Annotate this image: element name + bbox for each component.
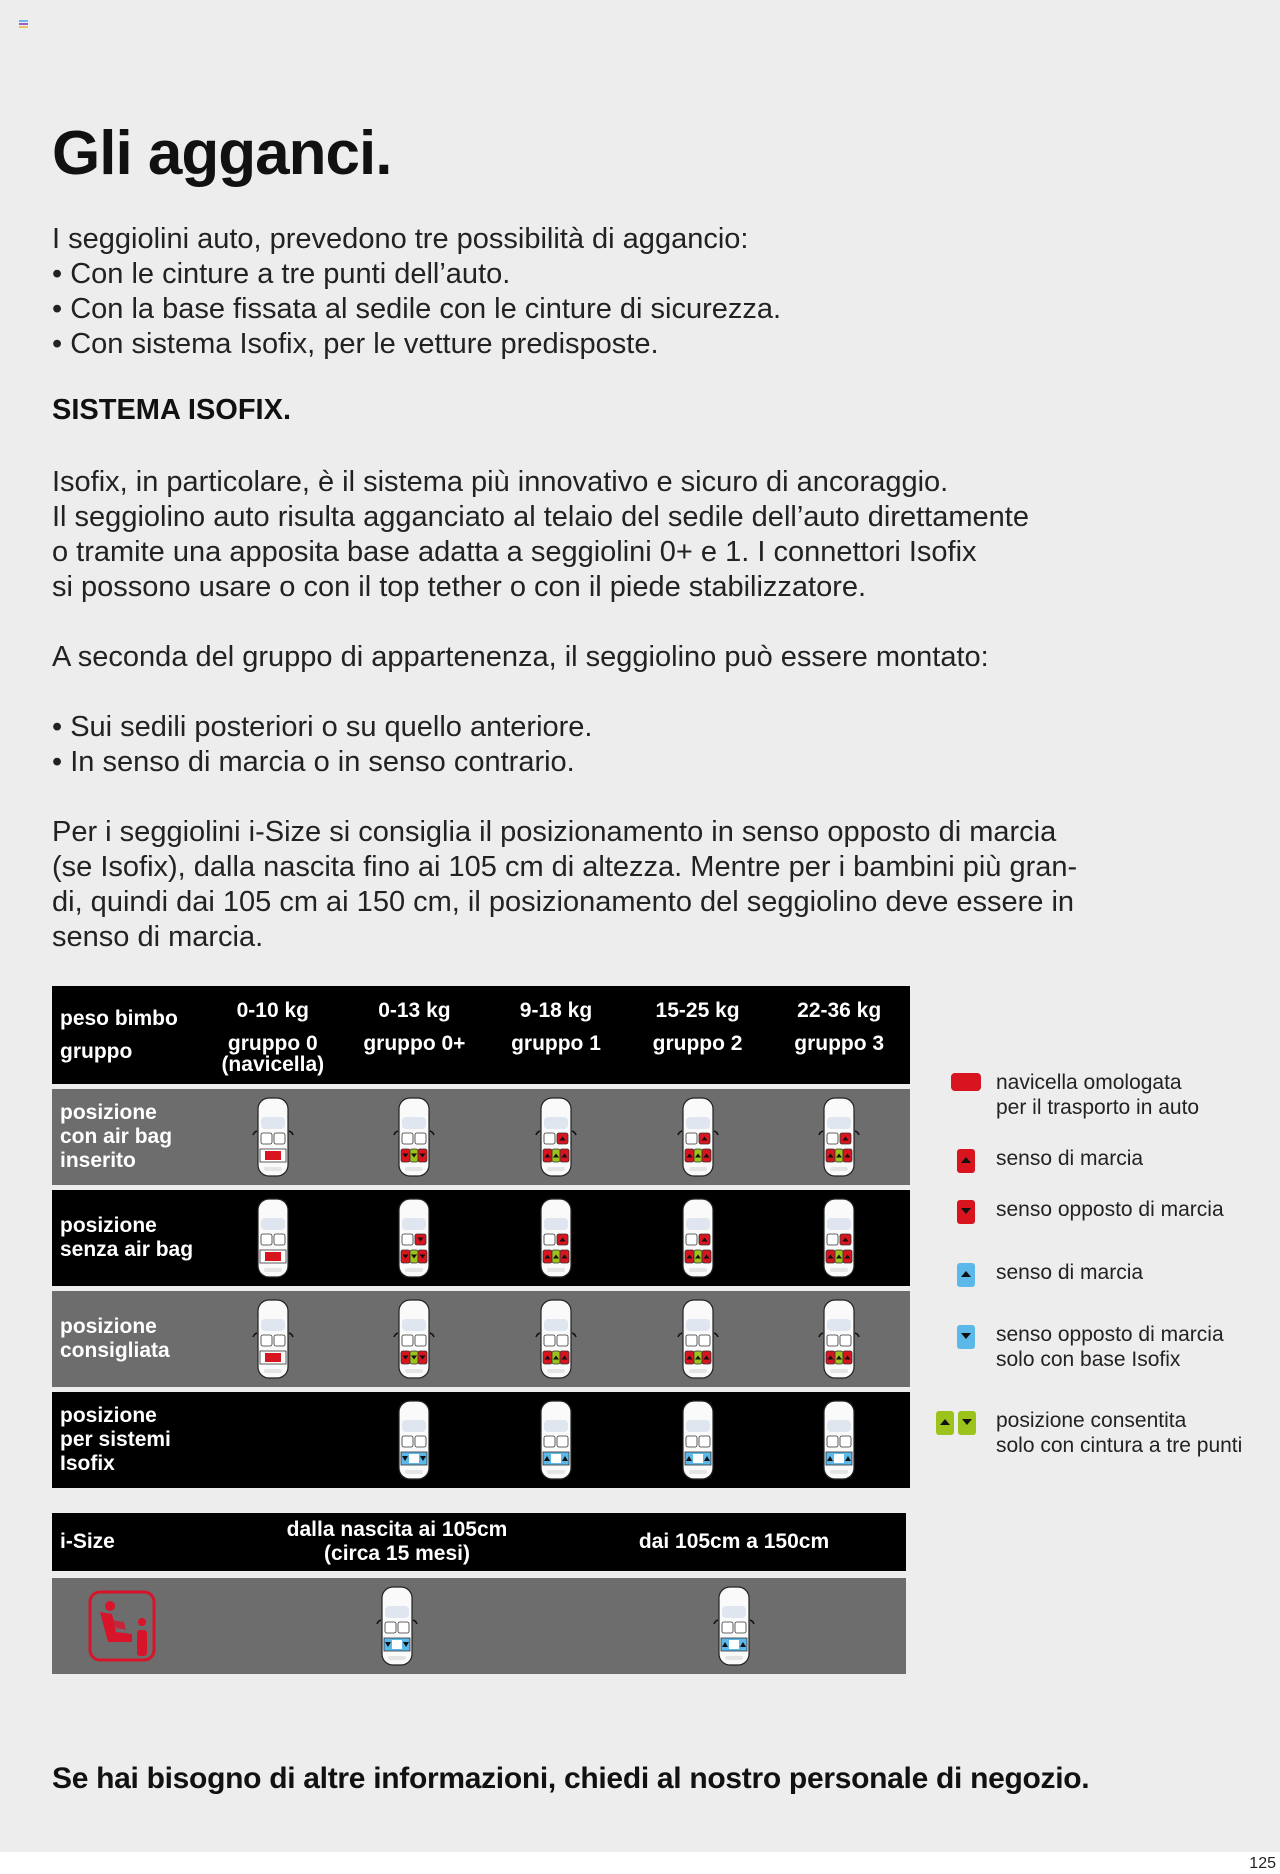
legend-text: senso di marcia bbox=[996, 1261, 1144, 1284]
row-label bbox=[52, 1214, 202, 1262]
legend-item-green bbox=[936, 1408, 1242, 1458]
footer-cta: Se hai bisogno di altre informazioni, chiedi al nostro personale di negozio. bbox=[52, 1762, 1090, 1795]
legend-item-blue-rearward bbox=[936, 1322, 1224, 1372]
car-seat-cell bbox=[344, 1392, 486, 1488]
header-col-group-1 bbox=[485, 994, 627, 1076]
isize-cell-birth bbox=[232, 1584, 562, 1668]
blue-down-arrow-icon bbox=[957, 1325, 975, 1349]
isize-paragraph bbox=[52, 815, 1077, 955]
car-seat-cell bbox=[202, 1291, 344, 1387]
car-seat-cell bbox=[768, 1291, 910, 1387]
car-seat-diagram-icon bbox=[535, 1398, 577, 1482]
car-seat-diagram-icon bbox=[393, 1398, 435, 1482]
car-seat-diagram-icon bbox=[535, 1095, 577, 1179]
legend-text: per il trasporto in auto bbox=[996, 1096, 1200, 1119]
car-seat-diagram-icon bbox=[376, 1584, 418, 1668]
page-number: 125 bbox=[1249, 1855, 1276, 1872]
isize-body-row bbox=[52, 1578, 906, 1674]
legend-text: senso opposto di marcia bbox=[996, 1323, 1224, 1346]
car-seat-diagram-icon bbox=[818, 1297, 860, 1381]
legend-text: senso opposto di marcia bbox=[996, 1198, 1224, 1221]
car-seat-diagram-icon bbox=[535, 1196, 577, 1280]
isize-line: senso di marcia. bbox=[52, 921, 264, 953]
table-row-recommended bbox=[52, 1291, 910, 1387]
row-label-line: senza air bag bbox=[60, 1238, 194, 1261]
mount-bullet: • Sui sedili posteriori o su quello anteriore. bbox=[52, 711, 593, 743]
car-seat-cell bbox=[344, 1291, 486, 1387]
isofix-line: Il seggiolino auto risulta agganciato al telaio del sedile dell’auto direttamente bbox=[52, 501, 1029, 533]
isize-line: (se Isofix), dalla nascita fino ai 105 cm di altezza. Mentre per i bambini più gran- bbox=[52, 851, 1078, 883]
intro-line: I seggiolini auto, prevedono tre possibilità di aggancio: bbox=[52, 223, 749, 255]
empty-cell bbox=[202, 1392, 344, 1488]
car-seat-diagram-icon bbox=[677, 1398, 719, 1482]
car-seat-cell bbox=[344, 1089, 486, 1185]
red-down-arrow-icon bbox=[957, 1200, 975, 1224]
car-seat-cell bbox=[627, 1291, 769, 1387]
isize-line: di, quindi dai 105 cm ai 150 cm, il posizionamento del seggiolino deve essere in bbox=[52, 886, 1075, 918]
header-weight-label: peso bimbo bbox=[60, 1007, 178, 1030]
legend-item-blue-forward bbox=[936, 1260, 1143, 1287]
col-group: gruppo 1 bbox=[511, 1032, 601, 1055]
header-col-group-3 bbox=[768, 994, 910, 1076]
table-row-airbag-off bbox=[52, 1190, 910, 1286]
isize-seat-icon bbox=[52, 1590, 232, 1662]
legend-item-navicella bbox=[936, 1070, 1199, 1120]
car-seat-diagram-icon bbox=[818, 1196, 860, 1280]
isize-header-row bbox=[52, 1513, 906, 1571]
car-seat-diagram-icon bbox=[252, 1095, 294, 1179]
car-seat-cell bbox=[202, 1190, 344, 1286]
legend-text: solo con cintura a tre punti bbox=[996, 1434, 1243, 1457]
row-label-line: consigliata bbox=[60, 1339, 170, 1362]
row-label-line: posizione bbox=[60, 1404, 157, 1427]
table-row-airbag-on bbox=[52, 1089, 910, 1185]
intro-paragraph bbox=[52, 222, 781, 362]
car-seat-cell bbox=[627, 1190, 769, 1286]
intro-bullet: • Con sistema Isofix, per le vetture predisposte. bbox=[52, 328, 659, 360]
red-up-arrow-icon bbox=[957, 1149, 975, 1173]
car-seat-cell bbox=[485, 1392, 627, 1488]
col-weight: 22-36 kg bbox=[797, 999, 882, 1022]
isize-table bbox=[52, 1513, 906, 1674]
col-weight: 0-10 kg bbox=[236, 999, 309, 1022]
green-up-arrow-icon bbox=[936, 1411, 954, 1435]
isize-col-line: (circa 15 mesi) bbox=[324, 1542, 470, 1565]
legend-text: solo con base Isofix bbox=[996, 1348, 1181, 1371]
mount-bullet: • In senso di marcia o in senso contrario. bbox=[52, 746, 575, 778]
car-seat-cell bbox=[485, 1190, 627, 1286]
car-seat-diagram-icon bbox=[393, 1196, 435, 1280]
car-seat-diagram-icon bbox=[393, 1297, 435, 1381]
car-seat-diagram-icon bbox=[677, 1095, 719, 1179]
header-labels bbox=[52, 1002, 202, 1068]
table-header-row bbox=[52, 986, 910, 1084]
isofix-paragraph bbox=[52, 465, 1029, 605]
header-col-group-0plus bbox=[344, 994, 486, 1076]
col-group: gruppo 0 bbox=[227, 1032, 318, 1055]
isize-label: i-Size bbox=[60, 1530, 115, 1553]
car-seat-cell bbox=[768, 1392, 910, 1488]
row-label bbox=[52, 1315, 202, 1363]
car-seat-cell bbox=[202, 1089, 344, 1185]
car-seat-cell bbox=[627, 1392, 769, 1488]
legend-text: senso di marcia bbox=[996, 1147, 1144, 1170]
car-seat-diagram-icon bbox=[677, 1297, 719, 1381]
car-seat-cell bbox=[768, 1190, 910, 1286]
table-row-isofix bbox=[52, 1392, 910, 1488]
car-seat-table bbox=[52, 986, 910, 1488]
col-group: gruppo 0+ bbox=[363, 1032, 466, 1055]
row-label-line: posizione bbox=[60, 1101, 157, 1124]
blue-up-arrow-icon bbox=[957, 1263, 975, 1287]
legend-text: posizione consentita bbox=[996, 1409, 1187, 1432]
intro-bullet: • Con le cinture a tre punti dell’auto. bbox=[52, 258, 511, 290]
row-label bbox=[52, 1404, 202, 1476]
car-seat-diagram-icon bbox=[393, 1095, 435, 1179]
car-seat-cell bbox=[627, 1089, 769, 1185]
intro-bullet: • Con la base fissata al sedile con le cinture di sicurezza. bbox=[52, 293, 782, 325]
isize-col-older: dai 105cm a 150cm bbox=[638, 1530, 830, 1553]
isize-cell-older bbox=[562, 1584, 906, 1668]
row-label-line: Isofix bbox=[60, 1452, 115, 1475]
isofix-line: o tramite una apposita base adatta a seggiolini 0+ e 1. I connettori Isofix bbox=[52, 536, 977, 568]
isofix-line: si possono usare o con il top tether o con il piede stabilizzatore. bbox=[52, 571, 867, 603]
car-seat-diagram-icon bbox=[677, 1196, 719, 1280]
page-title: Gli agganci. bbox=[52, 119, 392, 188]
col-group: gruppo 3 bbox=[794, 1032, 885, 1055]
car-seat-cell bbox=[344, 1190, 486, 1286]
row-label-line: con air bag bbox=[60, 1125, 173, 1148]
mount-intro-text: A seconda del gruppo di appartenenza, il seggiolino può essere montato: bbox=[52, 641, 989, 673]
row-label-line: inserito bbox=[60, 1149, 136, 1172]
red-bar-icon bbox=[951, 1073, 981, 1091]
car-seat-diagram-icon bbox=[713, 1584, 755, 1668]
car-seat-diagram-icon bbox=[818, 1095, 860, 1179]
corner-mark-icon bbox=[19, 20, 28, 29]
green-down-arrow-icon bbox=[958, 1411, 976, 1435]
row-label bbox=[52, 1101, 202, 1173]
header-group-label: gruppo bbox=[60, 1040, 133, 1063]
isize-col-birth bbox=[232, 1518, 562, 1566]
legend-text: navicella omologata bbox=[996, 1071, 1182, 1094]
col-weight: 15-25 kg bbox=[655, 999, 740, 1022]
car-seat-cell bbox=[485, 1089, 627, 1185]
row-label-line: posizione bbox=[60, 1214, 157, 1237]
section-heading: SISTEMA ISOFIX. bbox=[52, 394, 292, 426]
car-seat-diagram-icon bbox=[252, 1196, 294, 1280]
legend-item-red-rearward bbox=[936, 1197, 1224, 1224]
mount-intro bbox=[52, 640, 989, 675]
col-weight: 9-18 kg bbox=[519, 999, 593, 1022]
col-weight: 0-13 kg bbox=[378, 999, 451, 1022]
isize-col-line: dalla nascita ai 105cm bbox=[286, 1518, 508, 1541]
car-seat-diagram-icon bbox=[535, 1297, 577, 1381]
car-seat-diagram-icon bbox=[252, 1297, 294, 1381]
isofix-line: Isofix, in particolare, è il sistema più innovativo e sicuro di ancoraggio. bbox=[52, 466, 949, 498]
row-label-line: per sistemi bbox=[60, 1428, 171, 1451]
row-label-line: posizione bbox=[60, 1315, 157, 1338]
isize-line: Per i seggiolini i-Size si consiglia il posizionamento in senso opposto di marcia bbox=[52, 816, 1057, 848]
car-seat-cell bbox=[485, 1291, 627, 1387]
legend-item-red-forward bbox=[936, 1146, 1143, 1173]
header-col-group-0 bbox=[202, 994, 344, 1076]
mount-list bbox=[52, 710, 593, 780]
header-col-group-2 bbox=[627, 994, 769, 1076]
car-seat-diagram-icon bbox=[818, 1398, 860, 1482]
col-group: gruppo 2 bbox=[652, 1032, 743, 1055]
car-seat-cell bbox=[768, 1089, 910, 1185]
col-note: (navicella) bbox=[221, 1053, 325, 1076]
